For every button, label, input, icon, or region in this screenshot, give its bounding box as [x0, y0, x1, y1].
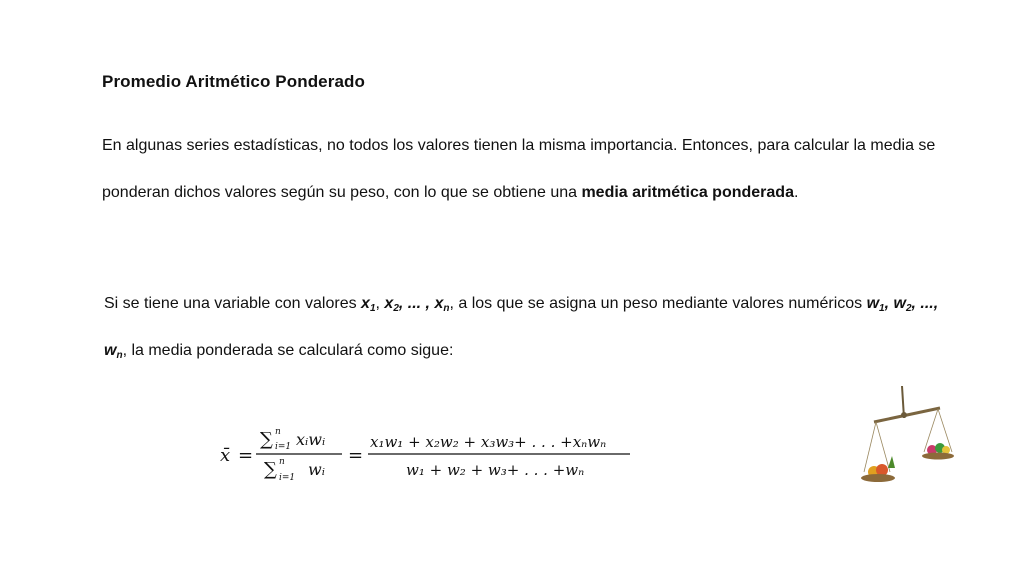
frac1-numerator-terms: xᵢwᵢ	[296, 430, 326, 449]
def-end: , la media ponderada se calculará como sigue:	[122, 342, 454, 359]
intro-bold: media aritmética ponderada	[581, 184, 794, 201]
def-mid: , a los que se asigna un peso mediante valores numéricos	[449, 295, 867, 312]
def-dots-x: , ... ,	[398, 295, 435, 312]
frac2-denominator: w₁ + w₂ + w₃+ . . . +wₙ	[406, 461, 585, 479]
def-dots-w: , ...,	[911, 295, 939, 312]
sum-top-den: n	[279, 457, 285, 467]
sum-bottom-num: i=1	[275, 442, 292, 452]
intro-paragraph	[102, 122, 952, 216]
sum-symbol-den: ∑	[264, 459, 277, 480]
formula-lhs: x̄	[220, 445, 231, 466]
def-sep: ,	[375, 295, 385, 312]
intro-end: .	[793, 184, 799, 201]
var-xn: $x_n$	[434, 295, 450, 314]
definition-paragraph	[104, 280, 954, 374]
intro-text: En algunas series estadísticas, no todos los valores tienen la misma importancia. Entonces, para calcular la media se ponderan dichos valores según su peso, con lo que se obtiene una	[102, 137, 936, 201]
formula-eq-1: =	[238, 445, 254, 466]
weighted-mean-formula	[218, 425, 638, 485]
balance-scale-icon	[852, 382, 962, 492]
var-wn: $w_n$	[104, 342, 123, 361]
var-w1: $w_1$	[866, 295, 885, 314]
var-x2: $x_2$	[384, 295, 399, 314]
def-pre: Si se tiene una variable con valores	[104, 295, 362, 312]
frac1-denominator-terms: wᵢ	[308, 460, 325, 479]
sum-bottom-den: i=1	[279, 473, 296, 483]
frac2-numerator: x₁w₁ + x₂w₂ + x₃w₃+ . . . +xₙwₙ	[370, 433, 607, 451]
formula-eq-2: =	[348, 445, 364, 466]
sum-top-num: n	[275, 427, 281, 437]
var-w2: $w_2$	[893, 295, 912, 314]
def-sep-w: ,	[884, 295, 894, 312]
slide-title: Promedio Aritmético Ponderado	[102, 72, 365, 91]
var-x1: $x_1$	[361, 295, 376, 314]
sum-symbol-num: ∑	[260, 429, 273, 450]
